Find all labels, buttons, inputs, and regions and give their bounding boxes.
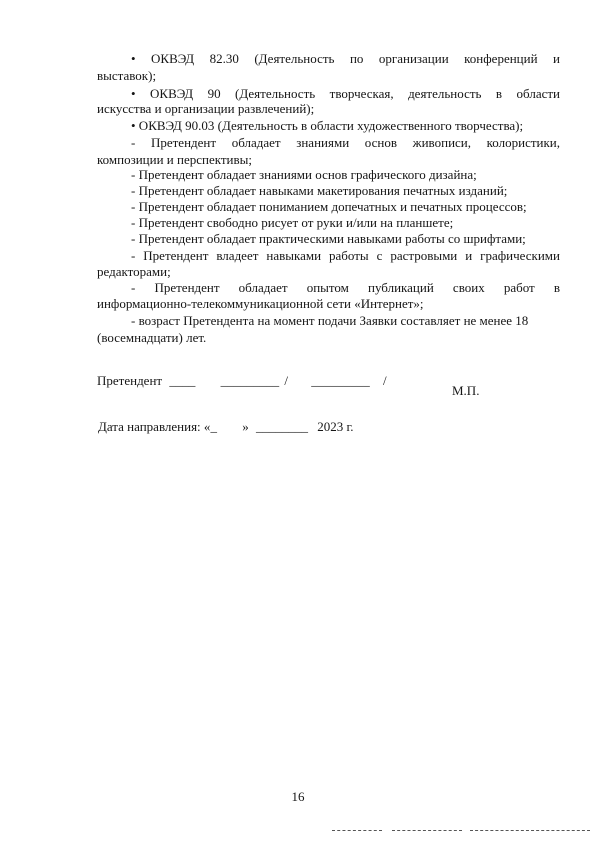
date-close-quote: » bbox=[242, 419, 249, 434]
stamp-place-label: М.П. bbox=[452, 383, 480, 398]
date-month-blank: ________ bbox=[255, 419, 308, 434]
date-label: Дата направления: « bbox=[98, 419, 211, 434]
text-line-12: - Претендент обладает практическими навыками работы со шрифтами; bbox=[131, 231, 526, 246]
signature-slash-1: / bbox=[284, 373, 288, 388]
text-line-1: • ОКВЭД 82.30 (Деятельность по организации конференций и bbox=[131, 51, 560, 66]
scan-artifact-line bbox=[332, 830, 382, 831]
text-line-18: (восемнадцати) лет. bbox=[97, 330, 207, 345]
text-line-14: редакторами; bbox=[97, 264, 171, 279]
text-line-13: - Претендент владеет навыками работы с растровыми и графическими bbox=[131, 248, 560, 263]
text-line-2: выставок); bbox=[97, 68, 157, 83]
page-number: 16 bbox=[291, 789, 305, 804]
text-line-8: - Претендент обладает знаниями основ графического дизайна; bbox=[131, 167, 477, 182]
text-line-11: - Претендент свободно рисует от руки и/или на планшете; bbox=[131, 215, 454, 230]
text-line-15: - Претендент обладает опытом публикаций своих работ в bbox=[131, 280, 560, 295]
signature-row bbox=[97, 373, 387, 389]
date-day-blank: _ bbox=[210, 419, 217, 434]
text-line-16: информационно-телекоммуникационной сети «Интернет»; bbox=[97, 296, 424, 311]
signature-blank-1: ____ bbox=[169, 373, 196, 388]
text-line-9: - Претендент обладает навыками макетирования печатных изданий; bbox=[131, 183, 508, 198]
signature-slash-2: / bbox=[382, 373, 387, 388]
date-year: 2023 г. bbox=[317, 419, 354, 434]
scan-artifact-line bbox=[470, 830, 590, 831]
text-line-6: - Претендент обладает знаниями основ живописи, колористики, bbox=[131, 135, 560, 150]
scan-artifact-line bbox=[392, 830, 462, 831]
date-row bbox=[98, 419, 354, 435]
text-line-5: • ОКВЭД 90.03 (Деятельность в области художественного творчества); bbox=[131, 118, 524, 133]
text-line-3: • ОКВЭД 90 (Деятельность творческая, деятельность в области bbox=[131, 86, 560, 101]
text-line-7: композиции и перспективы; bbox=[97, 152, 253, 167]
signature-label: Претендент bbox=[97, 373, 163, 388]
signature-blank-3: _________ bbox=[311, 373, 370, 388]
text-line-10: - Претендент обладает пониманием допечатных и печатных процессов; bbox=[131, 199, 527, 214]
text-line-17: - возраст Претендента на момент подачи Заявки составляет не менее 18 bbox=[131, 313, 529, 328]
signature-blank-2: _________ bbox=[220, 373, 280, 388]
text-line-4: искусства и организации развлечений); bbox=[97, 101, 315, 116]
